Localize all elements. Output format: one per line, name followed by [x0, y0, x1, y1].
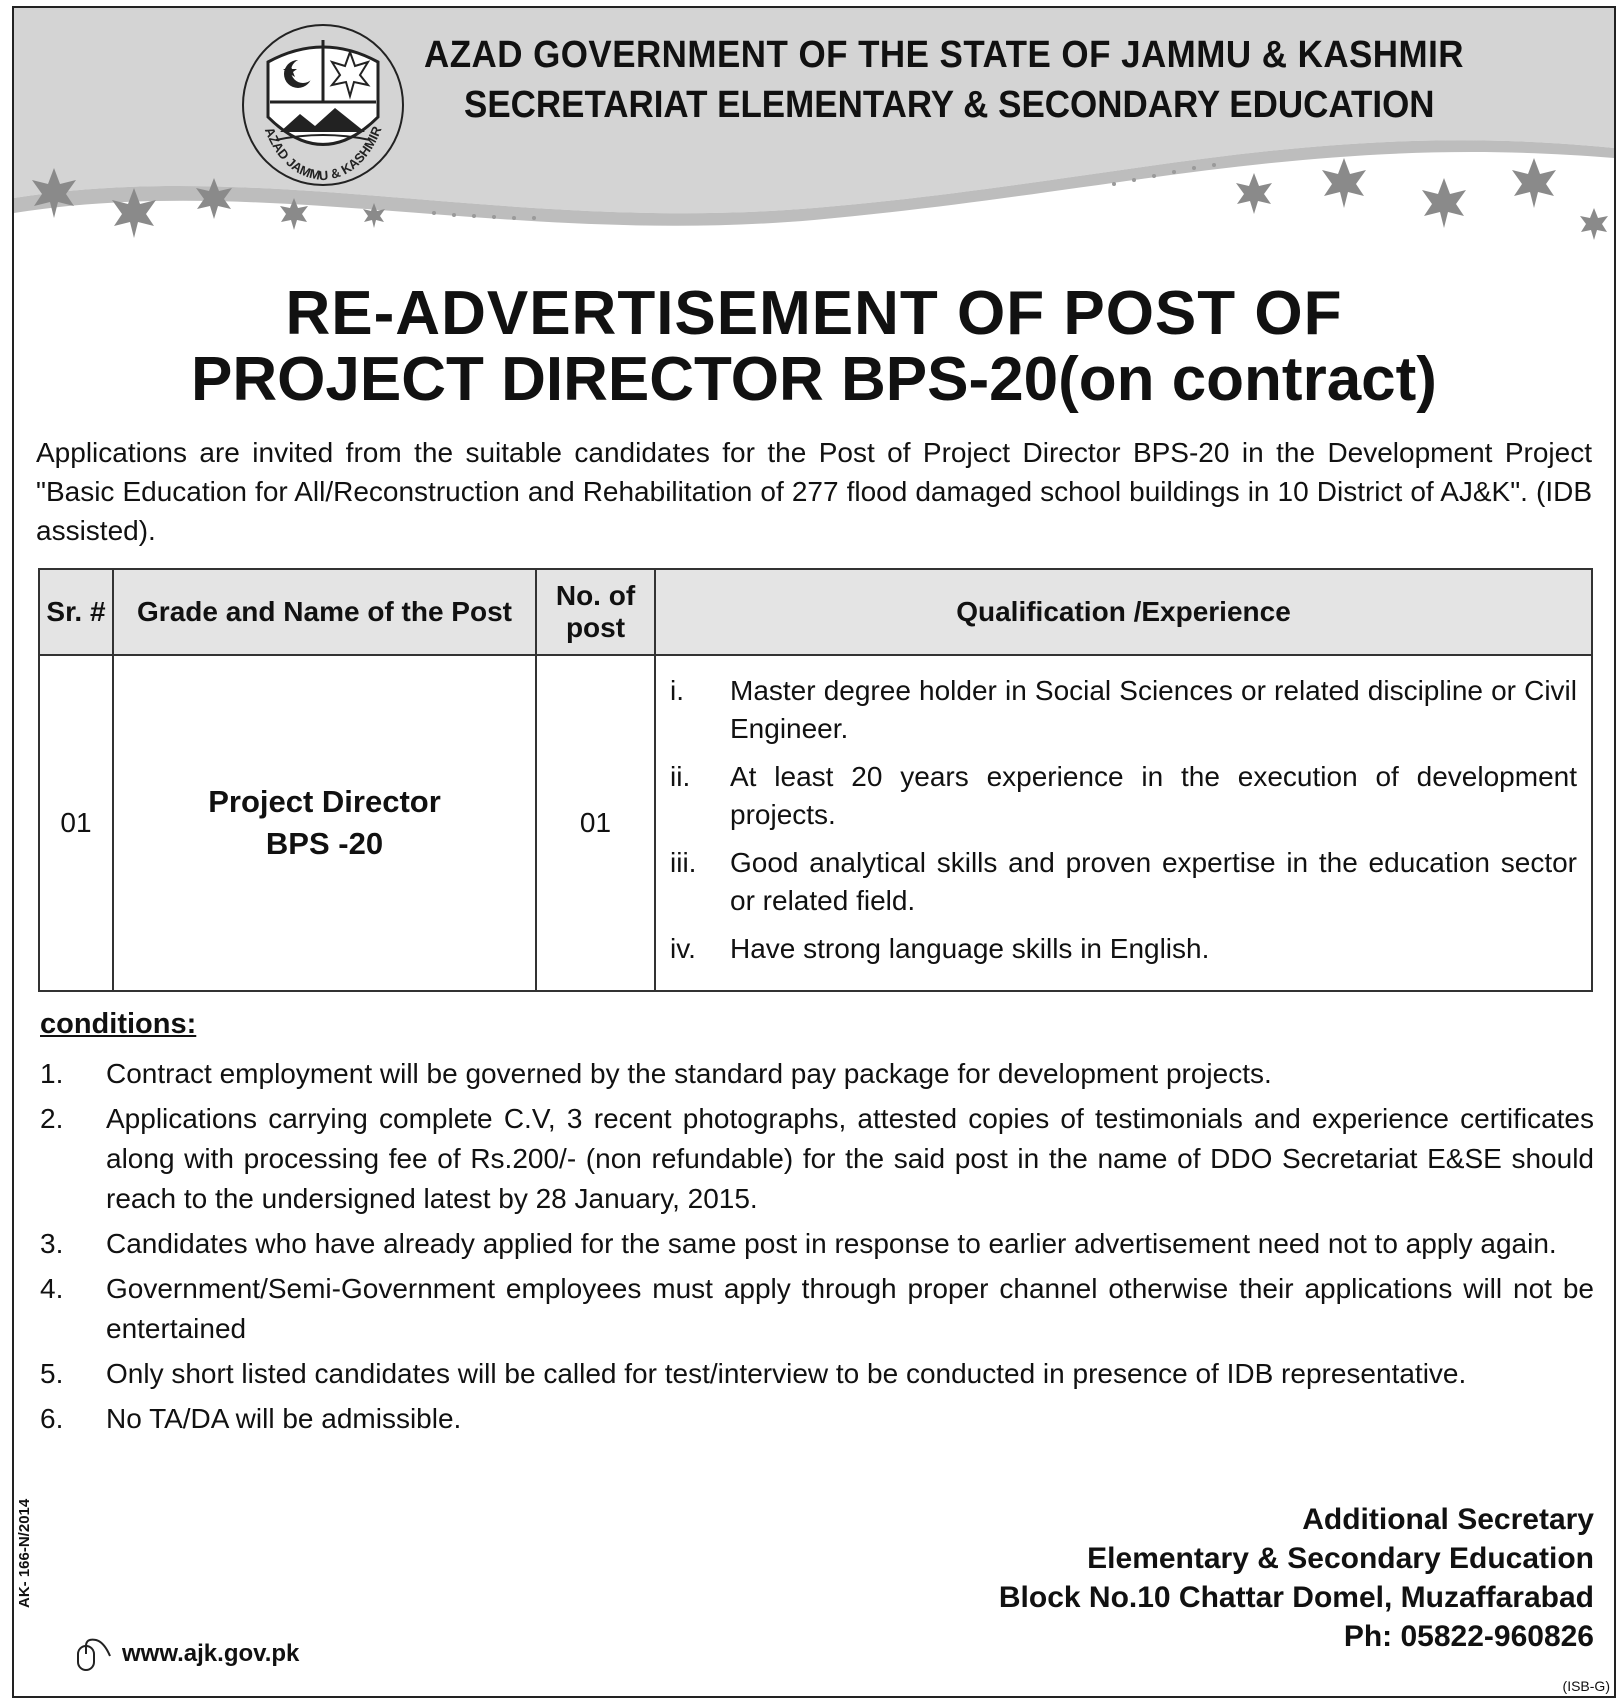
conditions-heading: conditions: — [40, 1008, 197, 1040]
qualification-item — [670, 672, 1577, 748]
condition-text: Candidates who have already applied for the same post in response to earlier advertisement need not to apply again. — [106, 1228, 1557, 1259]
posts-table — [38, 568, 1593, 992]
ajk-emblem-logo — [240, 22, 406, 188]
isb-code: (ISB-G) — [1562, 1678, 1610, 1694]
ad-code: AK- 166-N/2014 — [16, 1498, 33, 1608]
qualification-number: iv. — [670, 933, 696, 964]
header-posts: No. of post — [536, 569, 655, 655]
qualification-text: Have strong language skills in English. — [730, 933, 1210, 964]
header-band — [14, 8, 1614, 258]
qualification-number: ii. — [670, 761, 691, 792]
qualification-text: At least 20 years experience in the execution of development projects. — [730, 761, 1577, 830]
condition-number: 5. — [40, 1358, 64, 1389]
row-posts: 01 — [536, 655, 655, 991]
qualification-text: Good analytical skills and proven expertise in the education sector or related field. — [730, 847, 1577, 916]
table-header-row — [39, 569, 1592, 655]
qualification-number: iii. — [670, 847, 697, 878]
row-sr: 01 — [39, 655, 113, 991]
ad-title-line2: PROJECT DIRECTOR BPS-20(on contract) — [191, 345, 1437, 414]
condition-text: Only short listed candidates will be called for test/interview to be conducted in presence of IDB representative. — [106, 1358, 1467, 1389]
condition-number: 4. — [40, 1273, 64, 1304]
condition-text: No TA/DA will be admissible. — [106, 1403, 462, 1434]
mouse-icon — [74, 1636, 116, 1672]
condition-text: Government/Semi-Government employees must apply through proper channel otherwise their applications will not be entertained — [106, 1273, 1594, 1344]
signatory-address: Block No.10 Chattar Domel, Muzaffarabad — [998, 1581, 1594, 1614]
condition-number: 1. — [40, 1058, 64, 1089]
signature-block — [999, 1500, 1594, 1656]
signatory-title: Additional Secretary — [1302, 1503, 1594, 1536]
qualification-item — [670, 758, 1577, 834]
signatory-phone: Ph: 05822-960826 — [1343, 1620, 1594, 1653]
website-link[interactable]: www.ajk.gov.pk — [122, 1640, 300, 1667]
emblem-text: AZAD JAMMU & KASHMIR — [261, 123, 385, 184]
header-sr: Sr. # — [39, 569, 113, 655]
post-name: Project Director — [208, 784, 441, 819]
condition-item — [38, 1099, 1594, 1219]
condition-item — [38, 1399, 1594, 1439]
condition-item — [38, 1269, 1594, 1349]
qualification-number: i. — [670, 675, 684, 706]
header-qualification: Qualification /Experience — [655, 569, 1592, 655]
qualification-item — [670, 930, 1577, 968]
conditions-list — [38, 1054, 1594, 1444]
row-grade — [113, 655, 536, 991]
government-name: AZAD GOVERNMENT OF THE STATE OF JAMMU & KASHMIR — [424, 34, 1464, 76]
qualification-text: Master degree holder in Social Sciences or related discipline or Civil Engineer. — [730, 675, 1577, 744]
condition-item — [38, 1354, 1594, 1394]
department-name: SECRETARIAT ELEMENTARY & SECONDARY EDUCATION — [464, 84, 1435, 126]
intro-paragraph: Applications are invited from the suitable candidates for the Post of Project Director BPS-20 in the Development Project "Basic Education for All/Reconstruction and Rehabilitation of 277 flood damaged school buildings in 10 District of AJ&K". (IDB assisted). — [36, 437, 1592, 546]
header-grade: Grade and Name of the Post — [113, 569, 536, 655]
condition-number: 3. — [40, 1228, 64, 1259]
signatory-department: Elementary & Secondary Education — [1087, 1542, 1594, 1575]
condition-number: 6. — [40, 1403, 64, 1434]
condition-item — [38, 1054, 1594, 1094]
table-row — [39, 655, 1592, 991]
row-qualifications — [655, 655, 1592, 991]
condition-item — [38, 1224, 1594, 1264]
condition-text: Contract employment will be governed by the standard pay package for development projects. — [106, 1058, 1272, 1089]
condition-number: 2. — [40, 1103, 64, 1134]
advertisement-page — [12, 6, 1616, 1698]
condition-text: Applications carrying complete C.V, 3 recent photographs, attested copies of testimonials and experience certificates along with processing fee of Rs.200/- (non refundable) for the said post in the name of DDO Secretariat E&SE should reach to the undersigned latest by 28 January, 2015. — [106, 1103, 1594, 1214]
website-footer — [74, 1636, 299, 1672]
qualification-item — [670, 844, 1577, 920]
ad-title-line1: RE-ADVERTISEMENT OF POST OF — [285, 279, 1343, 348]
post-grade: BPS -20 — [265, 826, 384, 861]
